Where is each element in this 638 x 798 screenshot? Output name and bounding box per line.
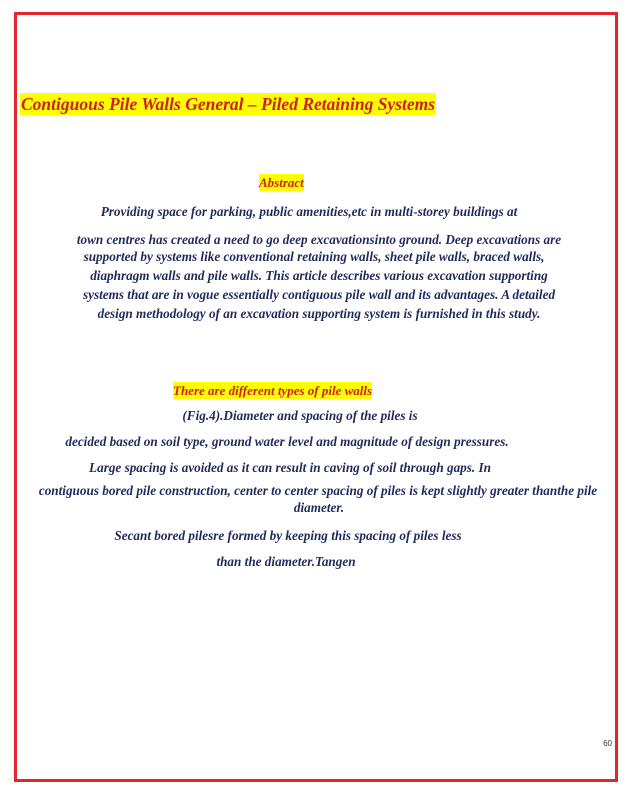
abstract-line: design methodology of an excavation supporting system is furnished in this study. <box>97 306 541 321</box>
abstract-line: town centres has created a need to go deep excavationsinto ground. Deep excavations are <box>76 232 562 247</box>
abstract-line: systems that are in vogue essentially contiguous pile wall and its advantages. A detailed <box>82 287 556 302</box>
body-line: decided based on soil type, ground water level and magnitude of design pressures. <box>65 434 509 449</box>
document-title: Contiguous Pile Walls General – Piled Retaining Systems <box>21 94 436 114</box>
body-line: contiguous bored pile construction, center to center spacing of piles is kept slightly greater thanthe pile <box>38 483 598 498</box>
abstract-heading: Abstract <box>259 175 304 190</box>
body-line: Large spacing is avoided as it can result in caving of soil through gaps. In <box>89 460 491 475</box>
abstract-line: Providing space for parking, public amenities,etc in multi-storey buildings at <box>100 204 518 219</box>
body-line: than the diameter.Tangen <box>216 554 356 569</box>
abstract-line: supported by systems like conventional retaining walls, sheet pile walls, braced walls, <box>83 249 545 264</box>
body-line: (Fig.4).Diameter and spacing of the piles is <box>182 408 418 423</box>
body-line: Secant bored pilesre formed by keeping this spacing of piles less <box>114 528 462 543</box>
body-line: diameter. <box>293 500 345 515</box>
section-heading: There are different types of pile walls <box>173 383 373 398</box>
abstract-line: diaphragm walls and pile walls. This article describes various excavation supporting <box>90 268 548 283</box>
page-number: 60 <box>603 739 612 748</box>
